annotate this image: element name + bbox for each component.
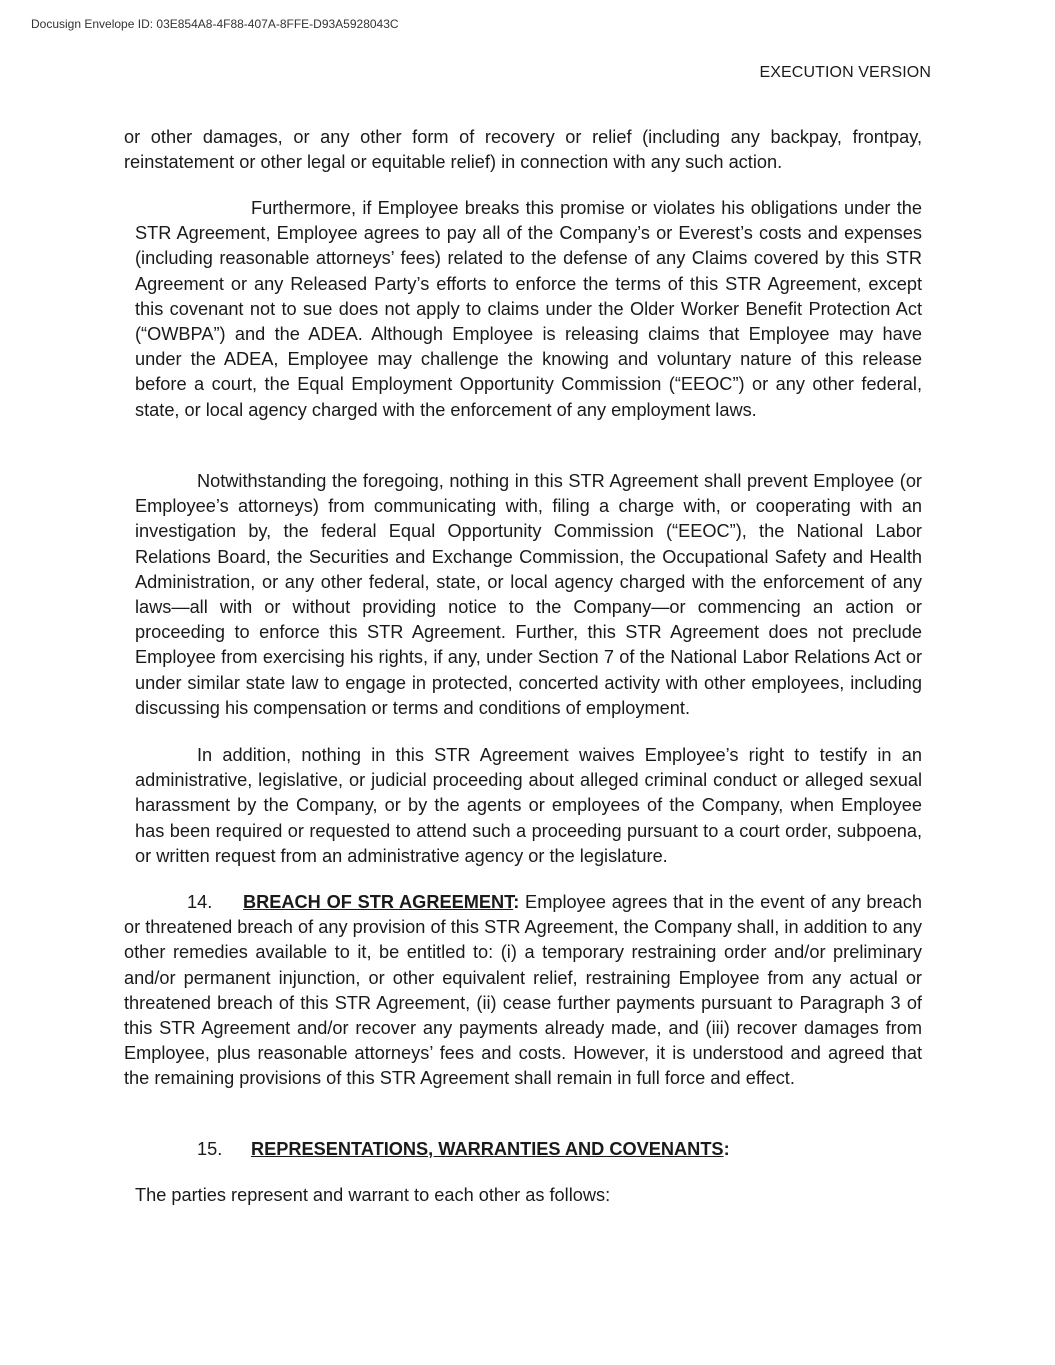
paragraph-notwithstanding: Notwithstanding the foregoing, nothing in this STR Agreement shall prevent Employee (or Employee’s attorneys) from communicating with, filing a charge with, or cooperating with an investigation by, the federal Equal Opportunity Commission (“EEOC”), the National Labor Relations Board, the Securities and Exchange Commission, the Occupational Safety and Health Administration, or any other federal, state, or local agency charged with the enforcement of any laws—all with or without providing notice to the Company—or commencing an action or proceeding to enforce this STR Agreement. Further, this STR Agreement does not preclude Employee from exercising his rights, if any, under Section 7 of the National Labor Relations Act or under similar state law to engage in protected, concerted activity with other employees, including discussing his compensation or terms and conditions of employment. [135,471,922,718]
section-14-heading: BREACH OF STR AGREEMENT [243,892,514,912]
section-15 [197,1137,897,1162]
version-label: EXECUTION VERSION [759,64,931,81]
paragraph-covenant-costs: Furthermore, if Employee breaks this promise or violates his obligations under the STR Agreement, Employee agrees to pay all of the Company’s or Everest’s costs and expenses (including reasonable attorneys’ fees) related to the defense of any Claims covered by this STR Agreement or any Released Party’s efforts to enforce the terms of this STR Agreement, except this covenant not to sue does not apply to claims under the Older Worker Benefit Protection Act (“OWBPA”) and the ADEA. Although Employee is releasing claims that Employee may have under the ADEA, Employee may challenge the knowing and voluntary nature of this release before a court, the Equal Employment Opportunity Commission (“EEOC”) or any other federal, state, or local agency charged with the enforcement of any employment laws. [135,198,922,420]
section-15-number: 15. [197,1139,223,1159]
envelope-id: Docusign Envelope ID: 03E854A8-4F88-407A-8FFE-D93A5928043C [31,17,399,31]
paragraph-continuation: or other damages, or any other form of recovery or relief (including any backpay, frontpay, reinstatement or other legal or equitable relief) in connection with any such action. [124,127,922,173]
section-14-colon: : [513,892,520,912]
section-15-colon: : [723,1139,730,1159]
section-14-number: 14. [187,892,213,912]
section-15-intro: The parties represent and warrant to each other as follows: [135,1185,611,1205]
paragraph-testify: In addition, nothing in this STR Agreement waives Employee’s right to testify in an administrative, legislative, or judicial proceeding about alleged criminal conduct or alleged sexual harassment by the Company, or by the agents or employees of the Company, when Employee has been required or requested to attend such a proceeding pursuant to a court order, subpoena, or written request from an administrative agency or the legislature. [135,745,922,866]
section-15-heading: REPRESENTATIONS, WARRANTIES AND COVENANTS [251,1139,724,1159]
section-14-text: Employee agrees that in the event of any breach or threatened breach of any provision of this STR Agreement, the Company shall, in addition to any other remedies available to it, be entitled to: (i) a temporary restraining order and/or preliminary and/or permanent injunction, or other equivalent relief, restraining Employee from any actual or threatened breach of this STR Agreement, (ii) cease further payments pursuant to Paragraph 3 of this STR Agreement and/or recover any payments already made, and (iii) recover damages from Employee, plus reasonable attorneys’ fees and costs. However, it is understood and agreed that the remaining provisions of this STR Agreement shall remain in full force and effect. [124,892,922,1089]
section-14 [124,890,922,1092]
